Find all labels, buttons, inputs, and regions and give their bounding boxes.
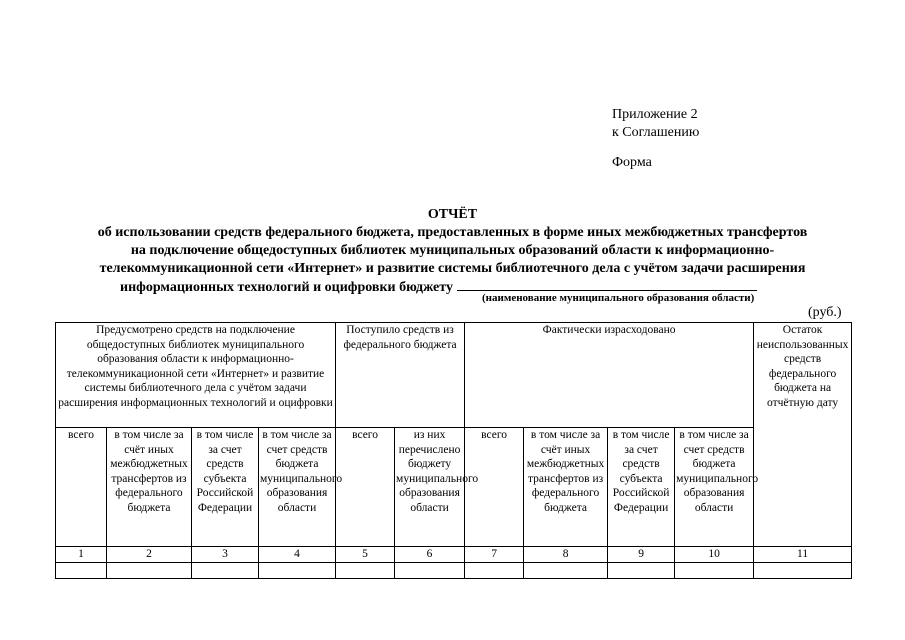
data-cell[interactable] (192, 562, 259, 578)
header-actually-spent: Фактически израсходовано (465, 323, 754, 428)
column-number: 8 (524, 547, 608, 563)
table-subheader-row (56, 428, 852, 547)
header-received-funds: Поступило средств из федерального бюджета (336, 323, 465, 428)
data-cell[interactable] (465, 562, 524, 578)
data-cell[interactable] (56, 562, 107, 578)
header-col-9: в том числе за счет средств субъекта Российской Федерации (608, 428, 675, 547)
header-col-1: всего (56, 428, 107, 547)
appendix-block (612, 106, 699, 142)
appendix-line: к Соглашению (612, 125, 700, 140)
header-col-6: из них перечислено бюджету муниципального образования области (395, 428, 465, 547)
data-cell[interactable] (754, 562, 852, 578)
form-label: Форма (612, 155, 652, 170)
data-cell[interactable] (524, 562, 608, 578)
header-col-10: в том числе за счет средств бюджета муниципального образования области (675, 428, 754, 547)
municipality-name-blank[interactable] (457, 278, 757, 291)
units-label: (руб.) (808, 305, 842, 320)
report-title-line: об использовании средств федерального бюджета, предоставленных в форме иных межбюджетных трансфертов (97, 225, 808, 240)
column-number: 2 (107, 547, 192, 563)
data-cell[interactable] (675, 562, 754, 578)
data-cell[interactable] (107, 562, 192, 578)
table-group-header-row (56, 323, 852, 428)
header-col-7: всего (465, 428, 524, 547)
column-number: 6 (395, 547, 465, 563)
column-number: 3 (192, 547, 259, 563)
appendix-line: Приложение 2 (612, 107, 698, 122)
data-entry-row (56, 562, 852, 578)
column-number: 9 (608, 547, 675, 563)
report-title-text: информационных технологий и оцифровки бюджету (120, 280, 453, 295)
data-cell[interactable] (259, 562, 336, 578)
column-number: 11 (754, 547, 852, 563)
header-planned-funds: Предусмотрено средств на подключение общедоступных библиотек муниципального образования области к информационно-телекоммуникационной сети «Интернет» и развитие системы библиотечного дела с учётом задачи расширения информационных технологий и оцифровки (56, 323, 336, 428)
data-cell[interactable] (608, 562, 675, 578)
data-cell[interactable] (395, 562, 465, 578)
header-col-3: в том числе за счет средств субъекта Российской Федерации (192, 428, 259, 547)
data-cell[interactable] (336, 562, 395, 578)
header-remaining-balance: Остаток неиспользованных средств федерального бюджета на отчётную дату (754, 323, 852, 547)
column-number: 4 (259, 547, 336, 563)
municipality-caption: (наименование муниципального образования области) (482, 292, 755, 304)
header-col-2: в том числе за счёт иных межбюджетных трансфертов из федерального бюджета (107, 428, 192, 547)
column-number: 10 (675, 547, 754, 563)
column-number: 7 (465, 547, 524, 563)
header-col-4: в том числе за счет средств бюджета муниципального образования области (259, 428, 336, 547)
report-table (55, 322, 852, 579)
column-number: 1 (56, 547, 107, 563)
report-title-line: на подключение общедоступных библиотек муниципальных образований области к информационно- (130, 243, 775, 258)
report-title-line: телекоммуникационной сети «Интернет» и развитие системы библиотечного дела с учётом задачи расширения (99, 261, 806, 276)
column-number-row (56, 547, 852, 563)
header-col-5: всего (336, 428, 395, 547)
header-col-8: в том числе за счёт иных межбюджетных трансфертов из федерального бюджета (524, 428, 608, 547)
column-number: 5 (336, 547, 395, 563)
report-heading: ОТЧЁТ (427, 207, 478, 222)
